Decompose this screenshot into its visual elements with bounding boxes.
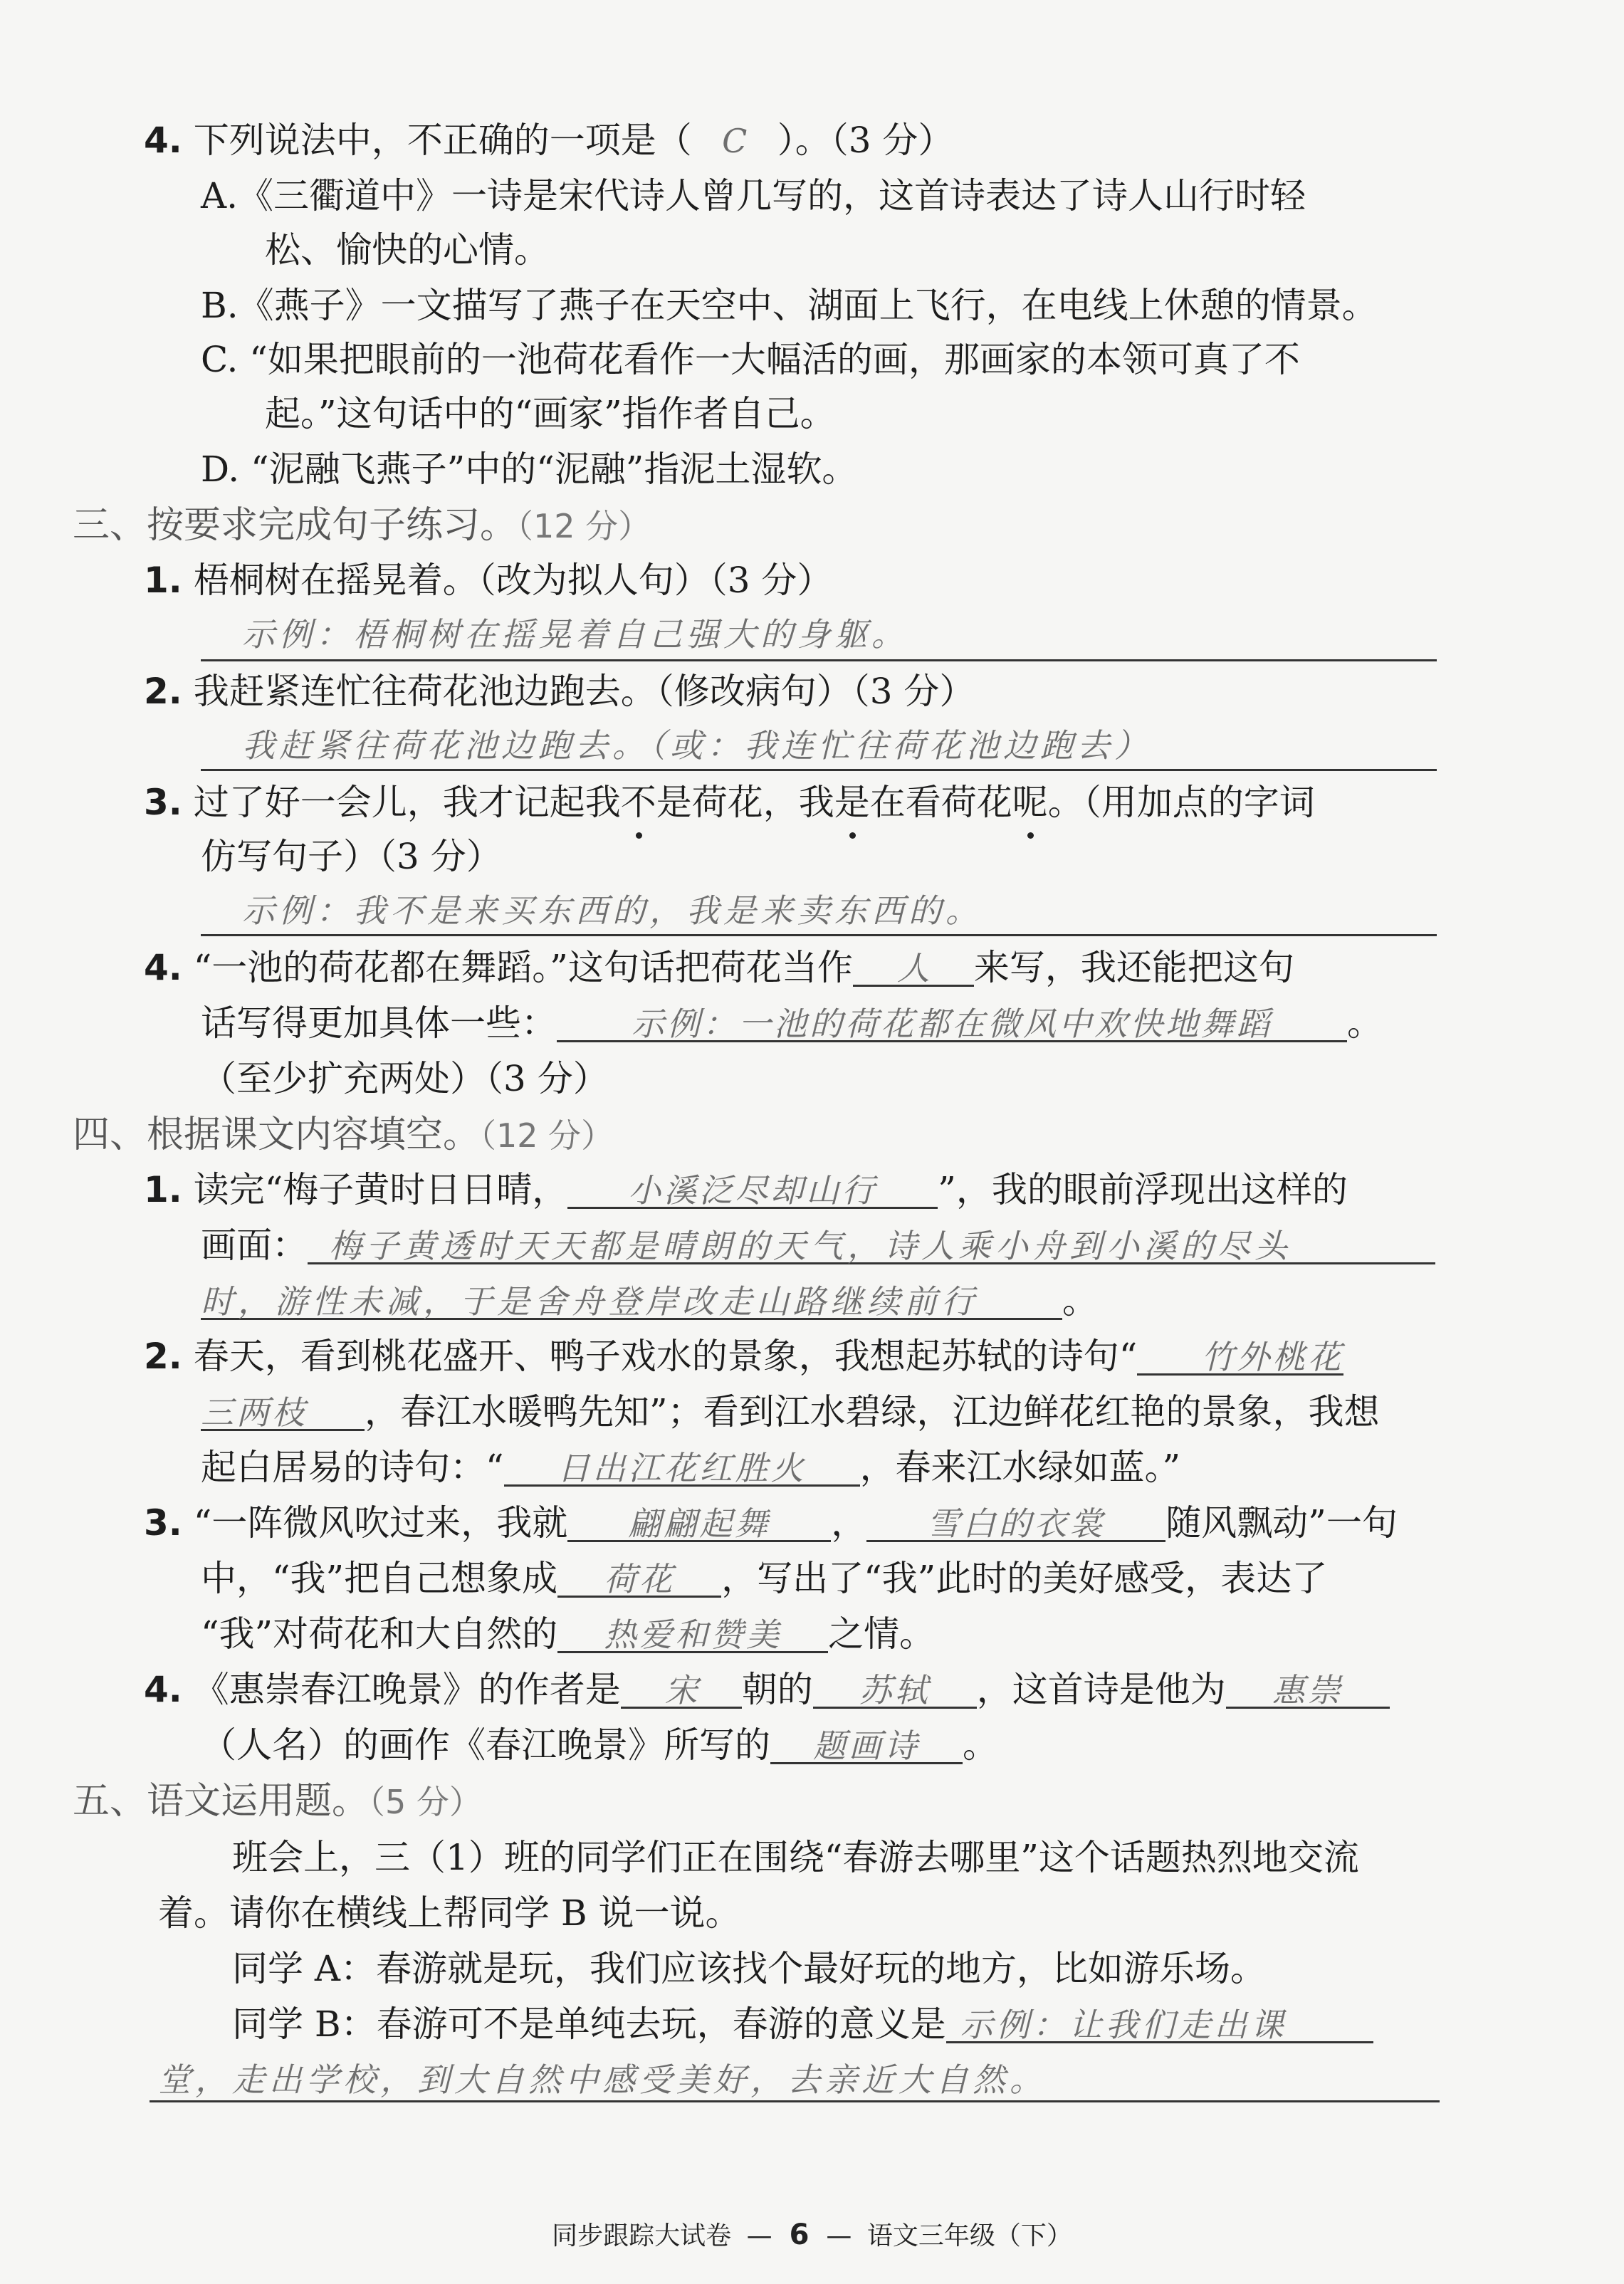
option-d: D. “泥融飞燕子”中的“泥融”指泥土湿软。 [201,449,858,490]
s3-q4-line3: （至少扩充两处）（3 分） [201,1058,609,1099]
s3-q4: 4. “一池的荷花都在舞蹈。”这句话把荷花当作 人 来写，我还能把这句 [144,947,1294,988]
s4-q2: 2. 春天，看到桃花盛开、鸭子戏水的景象，我想起苏轼的诗句“ 竹外桃花 [144,1336,1344,1377]
s5-para-line1: 班会上，三（1）班的同学们正在围绕“春游去哪里”这个话题热烈地交流 [232,1837,1359,1878]
answer-line [201,934,1437,936]
emphasis-dot-char: 不 [620,782,656,823]
blank-answer: 宋 [621,1674,742,1709]
s3-q2-answer: 我赶紧往荷花池边跑去。（或：我连忙往荷花池边跑去） [242,726,1151,765]
blank-answer: 荷花 [557,1563,721,1598]
s3-q2: 2. 我赶紧连忙往荷花池边跑去。（修改病句）（3 分） [144,671,975,712]
option-a-line1: A.《三衢道中》一诗是宋代诗人曾几写的，这首诗表达了诗人山行时轻 [201,175,1306,216]
s3-q3: 3. 过了好一会儿，我才记起我不是荷花，我是在看荷花呢。（用加点的字词 [144,782,1315,823]
s4-q4: 4. 《惠崇春江晚景》的作者是 宋 朝的 苏轼 ，这首诗是他为 惠崇 [144,1672,1390,1709]
answer-line [201,659,1437,661]
s4-q3: 3. “一阵微风吹过来，我就 翩翩起舞 ， 雪白的衣裳 随风飘动”一句 [144,1502,1398,1544]
s4-q4-line2: （人名）的画作《春江晚景》所写的 题画诗 。 [201,1724,998,1766]
s3-q4-line2: 话写得更加具体一些： 示例：一池的荷花都在微风中欢快地舞蹈 。 [201,1002,1383,1044]
s5-student-b: 同学 B：春游可不是单纯去玩，春游的意义是 示例：让我们走出课 [232,2006,1373,2043]
s3-q1-answer: 示例：梧桐树在摇晃着自己强大的身躯。 [242,615,908,654]
blank-answer: 翩翩起舞 [567,1507,831,1542]
blank-answer: 题画诗 [770,1729,963,1764]
blank-answer: 梅子黄透时天天都是晴朗的天气，诗人乘小舟到小溪的尽头 [308,1230,1435,1264]
blank-answer: 小溪泛尽却山行 [567,1174,938,1209]
s3-q1: 1. 梧桐树在摇晃着。（改为拟人句）（3 分） [144,560,833,601]
s5-student-a: 同学 A：春游就是玩，我们应该找个最好玩的地方，比如游乐场。 [232,1948,1267,1989]
blank-answer: 示例：一池的荷花都在微风中欢快地舞蹈 [557,1007,1347,1042]
footer-subject: 语文三年级（下） [866,2221,1072,2251]
blank-answer: 惠崇 [1226,1674,1390,1709]
s4-q3-line2: 中，“我”把自己想象成 荷花 ，写出了“我”此时的美好感受，表达了 [201,1558,1328,1599]
option-c-line1: C. “如果把眼前的一池荷花看作一大幅活的画，那画家的本领可真了不 [201,339,1300,380]
s4-q1: 1. 读完“梅子黄时日日晴， 小溪泛尽却山行 ”，我的眼前浮现出这样的 [144,1169,1348,1210]
blank-answer: 示例：让我们走出课 [946,2008,1373,2043]
q4-stem: 4. 下列说法中，不正确的一项是（ C ）。（3 分） [144,120,954,161]
blank-answer: 三两枝 [201,1396,365,1431]
option-b: B.《燕子》一文描写了燕子在天空中、湖面上飞行，在电线上休憩的情景。 [201,285,1378,326]
s3-q3-answer: 示例：我不是来买东西的，我是来卖东西的。 [242,891,983,930]
blank-answer: 人 [853,952,974,987]
handwritten-answer: C [722,122,748,160]
s5-para-line2: 着。请你在横线上帮同学 B 说一说。 [158,1892,741,1934]
emphasis-dot-char: 呢 [1012,782,1048,823]
answer-line [201,769,1437,771]
s4-q3-line3: “我”对荷花和大自然的 热爱和赞美 之情。 [201,1613,936,1655]
blank-answer: 热爱和赞美 [557,1618,828,1653]
option-c-line2: 起。”这句话中的“画家”指作者自己。 [265,393,836,434]
s4-q1-line2: 画面： 梅子黄透时天天都是晴朗的天气，诗人乘小舟到小溪的尽头 [201,1227,1435,1264]
s5-b-answer-line2: 堂，走出学校，到大自然中感受美好，去亲近大自然。 [158,2060,1047,2099]
page-footer: 同步跟踪大试卷 — 6 — 语文三年级（下） [552,2218,1072,2251]
section-3-title: 三、按要求完成句子练习。（12 分） [73,504,651,547]
blank-answer: 苏轼 [813,1674,977,1709]
blank-answer: 雪白的衣裳 [866,1507,1165,1542]
footer-title: 同步跟踪大试卷 [552,2221,732,2251]
answer-line [150,2100,1440,2102]
s3-q3-line2: 仿写句子）（3 分） [201,836,502,877]
page-number: 6 [789,2218,810,2251]
option-a-line2: 松、愉快的心情。 [265,229,550,271]
s4-q1-line3: 时，游性未减，于是舍舟登岸改走山路继续前行 。 [201,1280,1098,1321]
blank-answer: 竹外桃花 [1137,1341,1343,1376]
section-4-title: 四、根据课文内容填空。（12 分） [73,1114,614,1156]
blank-answer: 日出江花红胜火 [504,1452,860,1487]
s4-q2-line3: 起白居易的诗句：“ 日出江花红胜火 ，春来江水绿如蓝。” [201,1447,1181,1488]
emphasis-dot-char: 是 [834,782,870,823]
section-5-title: 五、语文运用题。（5 分） [73,1780,482,1823]
s4-q2-line2: 三两枝 ，春江水暖鸭先知”；看到江水碧绿，江边鲜花红艳的景象，我想 [201,1391,1380,1432]
blank-answer: 时，游性未减，于是舍舟登岸改走山路继续前行 [201,1285,1062,1320]
question-number: 4. [144,120,182,161]
